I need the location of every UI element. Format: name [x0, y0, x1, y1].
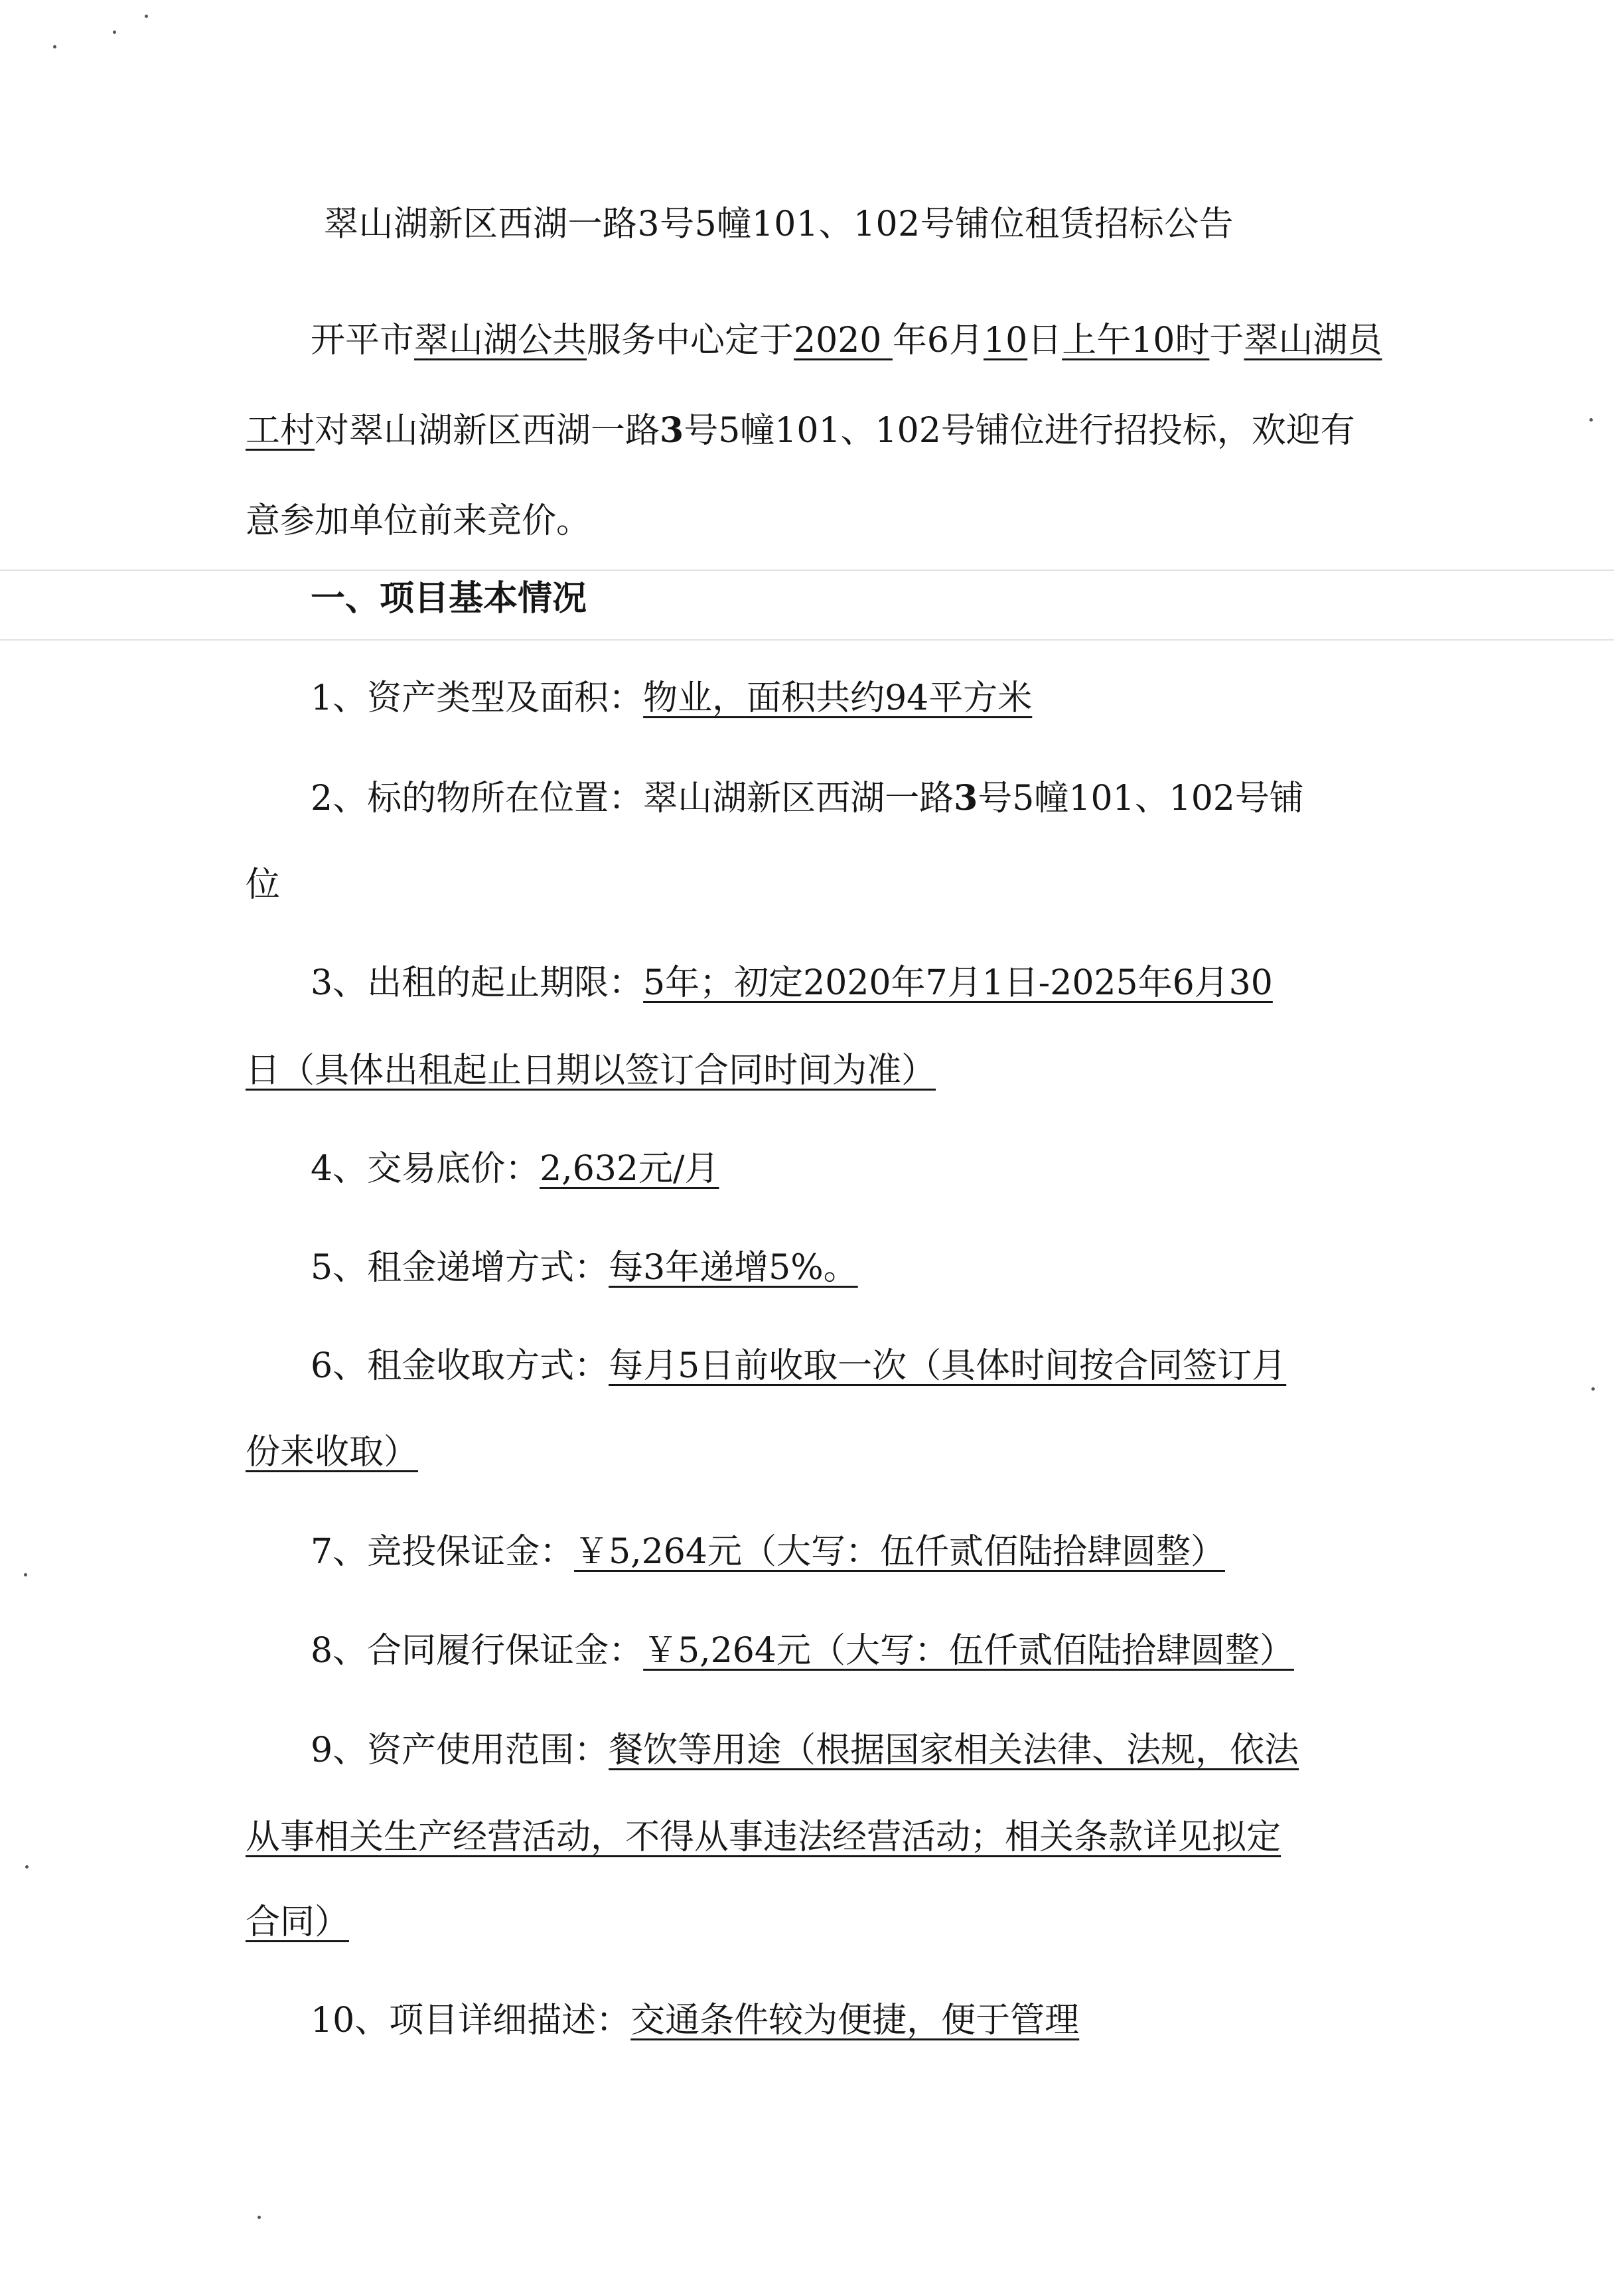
- item-10: [311, 1994, 1079, 2047]
- item-value: 物业，面积共约94平方米: [643, 678, 1033, 718]
- item-5: [311, 1241, 858, 1294]
- item-3-continuation: [246, 1044, 936, 1097]
- section-heading: 一、项目基本情况: [311, 578, 587, 619]
- item-label: 8、合同履行保证金：: [311, 1631, 644, 1671]
- item-9: [311, 1724, 1299, 1777]
- scan-speck: [53, 45, 56, 48]
- item-value-number: 3: [954, 778, 978, 818]
- item-value: 2,632元/月: [540, 1149, 719, 1189]
- item-value: ￥5,264元（大写：伍仟贰佰陆拾肆圆整）: [643, 1631, 1294, 1671]
- scan-speck: [113, 31, 116, 34]
- intro-text: 日: [1027, 321, 1063, 360]
- scan-speck: [145, 15, 148, 18]
- item-value: 交通条件较为便捷，便于管理: [630, 2001, 1080, 2040]
- document-title: 翠山湖新区西湖一路3号5幢101、102号铺位租赁招标公告: [324, 204, 1234, 244]
- intro-text: 号5幢101、102号铺位进行招投标，欢迎有意参加单位前来竞价。: [246, 411, 1355, 541]
- item-value: 号5幢101、102号铺: [978, 779, 1304, 818]
- item-label: 5、租金递增方式：: [311, 1248, 609, 1288]
- scan-speck: [24, 1573, 27, 1576]
- item-value: 每3年递增5%。: [609, 1248, 858, 1288]
- item-value: ￥5,264元（大写：伍仟贰佰陆拾肆圆整）: [574, 1532, 1225, 1572]
- item-value: 日（具体出租起止日期以签订合同时间为准）: [246, 1051, 936, 1091]
- bid-time: 上午10时: [1062, 321, 1210, 360]
- intro-text: 于: [1209, 321, 1244, 360]
- item-value: 翠山湖新区西湖一路: [643, 779, 954, 818]
- item-4: [311, 1142, 719, 1195]
- item-label: 7、竞投保证金：: [311, 1532, 575, 1572]
- bid-place: 翠山湖员工村: [246, 321, 1382, 451]
- item-6: [311, 1339, 1286, 1393]
- item-9-continuation: [246, 1896, 349, 1949]
- item-6-continuation: [246, 1426, 418, 1479]
- bid-year: 2020: [794, 321, 893, 360]
- item-value: 从事相关生产经营活动，不得从事违法经营活动；相关条款详见拟定: [246, 1817, 1282, 1857]
- organizer-name: 翠山湖公共: [414, 321, 587, 360]
- item-2-continuation: [246, 858, 280, 911]
- item-value: 餐饮等用途（根据国家相关法律、法规，依法: [609, 1730, 1299, 1770]
- scan-fold-line: [0, 639, 1614, 641]
- item-value: 份来收取）: [246, 1432, 419, 1472]
- item-value: 每月5日前收取一次（具体时间按合同签订月: [609, 1346, 1287, 1386]
- item-1: [311, 672, 1032, 725]
- intro-text: 对翠山湖新区西湖一路: [315, 411, 660, 451]
- item-label: 9、资产使用范围：: [311, 1730, 609, 1770]
- item-label: 10、项目详细描述：: [311, 2001, 631, 2040]
- item-value: 位: [246, 865, 281, 905]
- item-value: 5年；初定2020年7月1日-2025年6月30: [643, 963, 1273, 1003]
- intro-text: 年6月: [892, 321, 984, 360]
- item-3: [311, 957, 1273, 1010]
- item-label: 2、标的物所在位置：: [311, 779, 644, 818]
- scan-fold-line: [0, 570, 1614, 571]
- item-7: [311, 1525, 1225, 1578]
- item-label: 3、出租的起止期限：: [311, 963, 644, 1003]
- scan-speck: [25, 1865, 29, 1869]
- bid-day: 10: [984, 321, 1028, 360]
- scan-speck: [1589, 418, 1593, 421]
- item-label: 6、租金收取方式：: [311, 1346, 609, 1386]
- intro-text: 服务中心定于: [587, 321, 794, 360]
- item-label: 1、资产类型及面积：: [311, 678, 644, 718]
- item-8: [311, 1624, 1294, 1677]
- item-label: 4、交易底价：: [311, 1149, 540, 1189]
- item-9-continuation: [246, 1811, 1281, 1864]
- scan-speck: [257, 2216, 261, 2219]
- item-value: 合同）: [246, 1902, 350, 1942]
- scan-speck: [1591, 1387, 1595, 1391]
- item-2: [311, 772, 1304, 825]
- intro-text: 开平市: [311, 321, 415, 360]
- intro-paragraph: [246, 295, 1387, 566]
- road-number: 3: [660, 410, 684, 451]
